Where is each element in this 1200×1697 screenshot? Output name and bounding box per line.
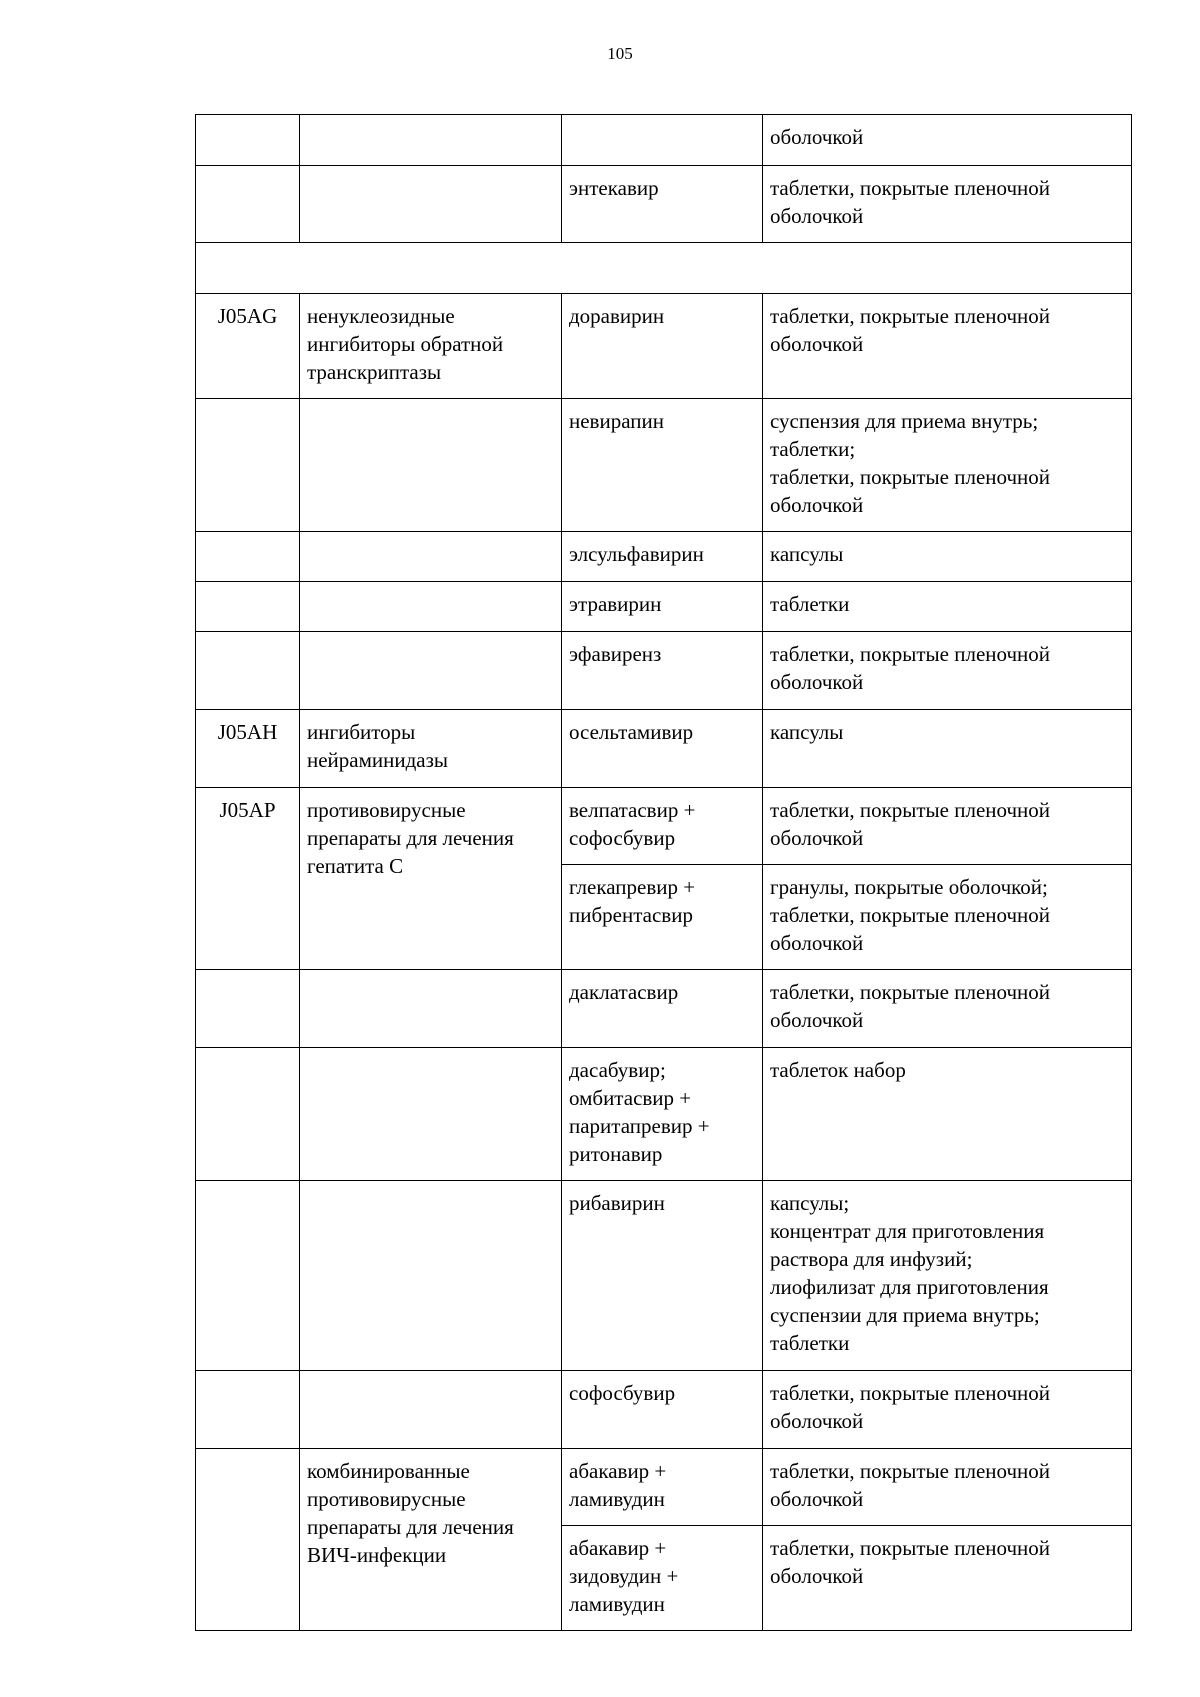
group-name-cell xyxy=(300,710,562,788)
dosage-form-cell-line: таблетки; xyxy=(770,437,856,461)
drug-name-cell-line: омбитасвир + xyxy=(569,1086,692,1110)
drug-name-cell-line: осельтамивир xyxy=(569,720,694,744)
dosage-form-cell-line: гранулы, покрытые оболочкой; xyxy=(770,875,1048,899)
drug-name-cell-line: абакавир + xyxy=(569,1459,667,1483)
atc-code-cell xyxy=(196,582,300,632)
drug-name-cell-line: даклатасвир xyxy=(569,980,679,1004)
drug-name-cell xyxy=(562,1526,763,1631)
group-name-cell-line: противовирусные xyxy=(307,1487,466,1511)
drug-name-cell-line: софосбувир xyxy=(569,826,676,850)
dosage-form-cell-line: концентрат для приготовления xyxy=(770,1219,1045,1243)
drug-name-cell xyxy=(562,1371,763,1449)
dosage-form-cell-line: таблетки xyxy=(770,592,850,616)
table-row xyxy=(196,632,1132,710)
drug-name-cell-line: дасабувир; xyxy=(569,1058,666,1082)
drug-name-cell-line: невирапин xyxy=(569,409,664,433)
dosage-form-cell xyxy=(763,294,1132,399)
dosage-form-cell xyxy=(763,115,1132,166)
atc-code-cell xyxy=(196,399,300,532)
drug-name-cell-line: глекапревир + xyxy=(569,875,696,899)
dosage-form-cell-line: таблетки, покрытые пленочной xyxy=(770,176,1051,200)
drug-name-cell-line: энтекавир xyxy=(569,176,659,200)
dosage-form-cell-line: оболочкой xyxy=(770,1564,864,1588)
dosage-form-cell-line: суспензия для приема внутрь; xyxy=(770,409,1039,433)
dosage-form-cell xyxy=(763,399,1132,532)
group-name-cell-line: ингибиторы xyxy=(307,720,416,744)
table-row xyxy=(196,115,1132,166)
drug-list-table xyxy=(195,114,1132,1631)
drug-table-body xyxy=(196,115,1132,1631)
drug-name-cell xyxy=(562,710,763,788)
atc-code-cell: J05AG xyxy=(196,294,300,399)
group-name-cell-line: ненуклеозидные xyxy=(307,304,455,328)
group-name-cell-line: противовирусные xyxy=(307,798,466,822)
dosage-form-cell-line: оболочкой xyxy=(770,125,864,149)
drug-name-cell-line: ритонавир xyxy=(569,1142,663,1166)
drug-name-cell xyxy=(562,1048,763,1181)
drug-name-cell xyxy=(562,1181,763,1371)
drug-name-cell xyxy=(562,399,763,532)
dosage-form-cell-line: таблетки, покрытые пленочной xyxy=(770,642,1051,666)
atc-code-cell xyxy=(196,1449,300,1631)
dosage-form-cell-line: таблеток набор xyxy=(770,1058,906,1082)
dosage-form-cell xyxy=(763,1449,1132,1526)
group-name-cell xyxy=(300,582,562,632)
dosage-form-cell xyxy=(763,532,1132,582)
dosage-form-cell xyxy=(763,1048,1132,1181)
dosage-form-cell-line: раствора для инфузий; xyxy=(770,1247,973,1271)
dosage-form-cell-line: суспензии для приема внутрь; xyxy=(770,1303,1040,1327)
table-row xyxy=(196,1449,1132,1526)
group-name-cell xyxy=(300,788,562,970)
dosage-form-cell-line: капсулы; xyxy=(770,1191,850,1215)
atc-code-cell xyxy=(196,532,300,582)
group-name-cell xyxy=(300,294,562,399)
drug-name-cell xyxy=(562,970,763,1048)
dosage-form-cell xyxy=(763,788,1132,865)
drug-name-cell xyxy=(562,115,763,166)
table-row xyxy=(196,1048,1132,1181)
dosage-form-cell-line: таблетки, покрытые пленочной xyxy=(770,1536,1051,1560)
dosage-form-cell xyxy=(763,166,1132,243)
group-name-cell-line: транскриптазы xyxy=(307,360,442,384)
dosage-form-cell-line: оболочкой xyxy=(770,931,864,955)
dosage-form-cell xyxy=(763,1181,1132,1371)
atc-code-cell xyxy=(196,970,300,1048)
group-name-cell xyxy=(300,970,562,1048)
group-name-cell xyxy=(300,166,562,243)
dosage-form-cell-line: таблетки, покрытые пленочной xyxy=(770,1381,1051,1405)
group-name-cell xyxy=(300,1048,562,1181)
page-number: 105 xyxy=(607,44,633,63)
group-name-cell-line: гепатита C xyxy=(307,854,404,878)
dosage-form-cell xyxy=(763,970,1132,1048)
dosage-form-cell xyxy=(763,632,1132,710)
group-name-cell-line: комбинированные xyxy=(307,1459,470,1483)
dosage-form-cell-line: оболочкой xyxy=(770,1409,864,1433)
table-row xyxy=(196,243,1132,294)
dosage-form-cell-line: капсулы xyxy=(770,720,844,744)
table-row xyxy=(196,166,1132,243)
atc-code-cell xyxy=(196,1371,300,1449)
atc-code-cell xyxy=(196,632,300,710)
drug-name-cell xyxy=(562,788,763,865)
dosage-form-cell-line: оболочкой xyxy=(770,826,864,850)
atc-code-cell: J05AH xyxy=(196,710,300,788)
drug-name-cell xyxy=(562,582,763,632)
dosage-form-cell-line: оболочкой xyxy=(770,670,864,694)
group-name-cell xyxy=(300,115,562,166)
dosage-form-cell-line: таблетки, покрытые пленочной xyxy=(770,465,1051,489)
drug-name-cell-line: эфавиренз xyxy=(569,642,662,666)
group-name-cell xyxy=(300,532,562,582)
drug-name-cell-line: рибавирин xyxy=(569,1191,665,1215)
drug-name-cell-line: зидовудин + xyxy=(569,1564,679,1588)
group-name-cell-line: препараты для лечения xyxy=(307,826,514,850)
atc-code-cell xyxy=(196,115,300,166)
dosage-form-cell-line: лиофилизат для приготовления xyxy=(770,1275,1049,1299)
dosage-form-cell-line: таблетки, покрытые пленочной xyxy=(770,798,1051,822)
drug-name-cell-line: доравирин xyxy=(569,304,665,328)
dosage-form-cell xyxy=(763,865,1132,970)
dosage-form-cell-line: таблетки, покрытые пленочной xyxy=(770,980,1051,1004)
group-name-cell-line: ВИЧ-инфекции xyxy=(307,1543,447,1567)
atc-code-cell: J05AP xyxy=(196,788,300,970)
drug-name-cell-line: этравирин xyxy=(569,592,662,616)
table-row xyxy=(196,788,1132,865)
table-row xyxy=(196,710,1132,788)
drug-name-cell-line: велпатасвир + xyxy=(569,798,696,822)
atc-code-cell xyxy=(196,166,300,243)
dosage-form-cell-line: оболочкой xyxy=(770,1487,864,1511)
table-row xyxy=(196,582,1132,632)
table-row xyxy=(196,1371,1132,1449)
drug-name-cell xyxy=(562,865,763,970)
group-name-cell xyxy=(300,1449,562,1631)
drug-name-cell xyxy=(562,166,763,243)
dosage-form-cell-line: таблетки xyxy=(770,1331,850,1355)
atc-code-cell xyxy=(196,1181,300,1371)
drug-name-cell xyxy=(562,632,763,710)
atc-code-cell xyxy=(196,1048,300,1181)
dosage-form-cell-line: оболочкой xyxy=(770,493,864,517)
drug-name-cell xyxy=(562,294,763,399)
dosage-form-cell xyxy=(763,1371,1132,1449)
group-name-cell xyxy=(300,399,562,532)
dosage-form-cell-line: таблетки, покрытые пленочной xyxy=(770,903,1051,927)
dosage-form-cell-line: оболочкой xyxy=(770,1008,864,1032)
group-name-cell-line: нейраминидазы xyxy=(307,748,449,772)
table-row xyxy=(196,970,1132,1048)
group-name-cell-line: ингибиторы обратной xyxy=(307,332,504,356)
dosage-form-cell-line: оболочкой xyxy=(770,332,864,356)
drug-name-cell xyxy=(562,1449,763,1526)
table-row xyxy=(196,294,1132,399)
dosage-form-cell-line: капсулы xyxy=(770,542,844,566)
drug-name-cell-line: элсульфавирин xyxy=(569,542,704,566)
dosage-form-cell-line: таблетки, покрытые пленочной xyxy=(770,1459,1051,1483)
dosage-form-cell xyxy=(763,710,1132,788)
drug-name-cell-line: ламивудин xyxy=(569,1487,665,1511)
drug-name-cell-line: абакавир + xyxy=(569,1536,667,1560)
group-name-cell xyxy=(300,1181,562,1371)
drug-name-cell-line: паритапревир + xyxy=(569,1114,710,1138)
group-name-cell xyxy=(300,1371,562,1449)
table-row xyxy=(196,1181,1132,1371)
dosage-form-cell xyxy=(763,1526,1132,1631)
dosage-form-cell xyxy=(763,582,1132,632)
table-row xyxy=(196,399,1132,532)
drug-name-cell-line: софосбувир xyxy=(569,1381,676,1405)
group-name-cell-line: препараты для лечения xyxy=(307,1515,514,1539)
drug-name-cell xyxy=(562,532,763,582)
table-row xyxy=(196,532,1132,582)
section-spacer-cell xyxy=(196,243,1132,294)
drug-name-cell-line: ламивудин xyxy=(569,1592,665,1616)
group-name-cell xyxy=(300,632,562,710)
dosage-form-cell-line: оболочкой xyxy=(770,204,864,228)
dosage-form-cell-line: таблетки, покрытые пленочной xyxy=(770,304,1051,328)
drug-name-cell-line: пибрентасвир xyxy=(569,903,693,927)
